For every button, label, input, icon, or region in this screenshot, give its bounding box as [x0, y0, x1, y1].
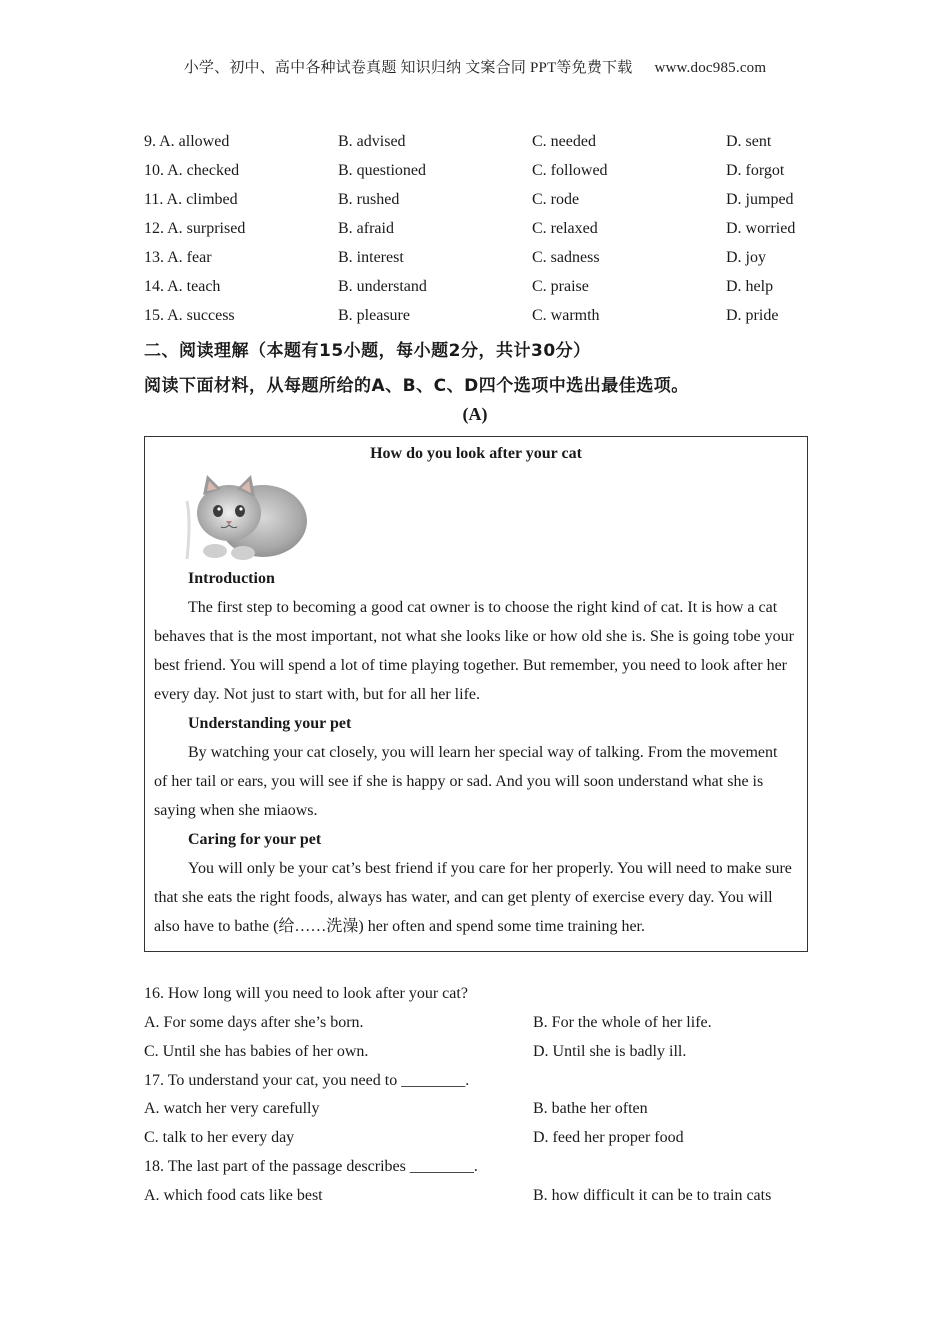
option-c: C. relaxed — [532, 220, 598, 237]
answer-option: B. bathe her often — [533, 1100, 648, 1117]
option-a: 14. A. teach — [144, 278, 221, 295]
question-stem: 18. The last part of the passage describes ________. — [144, 1158, 478, 1175]
passage-title: How do you look after your cat — [370, 445, 582, 462]
option-b: B. questioned — [338, 162, 426, 179]
option-c: C. needed — [532, 133, 596, 150]
option-c: C. followed — [532, 162, 608, 179]
cloze-option-row — [144, 160, 824, 189]
section-title: 二、阅读理解（本题有15小题，每小题2分，共计30分） — [144, 341, 591, 361]
option-b: B. rushed — [338, 191, 400, 208]
option-b: B. pleasure — [338, 307, 410, 324]
option-d: D. pride — [726, 307, 779, 324]
answer-option: C. Until she has babies of her own. — [144, 1043, 369, 1060]
answer-option: C. talk to her every day — [144, 1129, 295, 1146]
option-a: 10. A. checked — [144, 162, 240, 179]
option-a: 12. A. surprised — [144, 220, 246, 237]
option-b: B. interest — [338, 249, 404, 266]
header-url[interactable]: www.doc985.com — [654, 60, 767, 76]
option-a: 9. A. allowed — [144, 133, 230, 150]
option-d: D. forgot — [726, 162, 785, 179]
answer-option: B. For the whole of her life. — [533, 1014, 712, 1031]
answer-option: D. Until she is badly ill. — [533, 1043, 687, 1060]
option-b: B. understand — [338, 278, 427, 295]
option-d: D. worried — [726, 220, 796, 237]
option-c: C. warmth — [532, 307, 600, 324]
option-a: 11. A. climbed — [144, 191, 238, 208]
answer-option: D. feed her proper food — [533, 1129, 684, 1146]
page-header — [0, 56, 950, 77]
paragraph-introduction: The first step to becoming a good cat owner is to choose the right kind of cat. It is how a cat behaves that is the most important, not what she looks like or how old she is. She is going tobe your best friend. You will spend a lot of time playing together. But remember, you need to look after her every day. Not just to start with, but for all her life. — [154, 599, 794, 703]
option-b: B. afraid — [338, 220, 394, 237]
cloze-option-row — [144, 276, 824, 305]
option-d: D. joy — [726, 249, 766, 266]
option-b: B. advised — [338, 133, 406, 150]
option-a: 13. A. fear — [144, 249, 212, 266]
answer-option: A. watch her very carefully — [144, 1100, 320, 1117]
section-heading-understanding: Understanding your pet — [188, 715, 352, 732]
question-stem: 17. To understand your cat, you need to ________. — [144, 1072, 470, 1089]
cloze-option-row — [144, 305, 824, 334]
option-a: 15. A. success — [144, 307, 235, 324]
cloze-option-row — [144, 131, 824, 160]
section-heading-caring: Caring for your pet — [188, 831, 322, 848]
cloze-option-row — [144, 218, 824, 247]
paragraph-understanding: By watching your cat closely, you will learn her special way of talking. From the movement of her tail or ears, you will see if she is happy or sad. And you will soon understand what she is saying when she miaows. — [154, 744, 778, 819]
answer-option: B. how difficult it can be to train cats — [533, 1187, 772, 1204]
option-d: D. jumped — [726, 191, 794, 208]
option-c: C. sadness — [532, 249, 600, 266]
section-heading-introduction: Introduction — [188, 570, 275, 587]
question-stem: 16. How long will you need to look after your cat? — [144, 985, 468, 1002]
cat-photo — [185, 471, 309, 563]
passage-box — [144, 436, 808, 952]
option-c: C. praise — [532, 278, 589, 295]
header-text: 小学、初中、高中各种试卷真题 知识归纳 文案合同 PPT等免费下载 — [183, 60, 633, 76]
option-d: D. help — [726, 278, 774, 295]
cloze-option-row — [144, 189, 824, 218]
section-instruction: 阅读下面材料，从每题所给的A、B、C、D四个选项中选出最佳选项。 — [144, 376, 689, 396]
option-d: D. sent — [726, 133, 772, 150]
answer-option: A. which food cats like best — [144, 1187, 323, 1204]
option-c: C. rode — [532, 191, 580, 208]
paragraph-caring: You will only be your cat’s best friend if you care for her properly. You will need to make sure that she eats the right foods, always has water, and can get plenty of exercise every day. You will also have to bathe (给……洗澡) her often and spend some time training her. — [154, 860, 792, 935]
cloze-option-row — [144, 247, 824, 276]
answer-option: A. For some days after she’s born. — [144, 1014, 364, 1031]
part-label: (A) — [462, 404, 488, 424]
